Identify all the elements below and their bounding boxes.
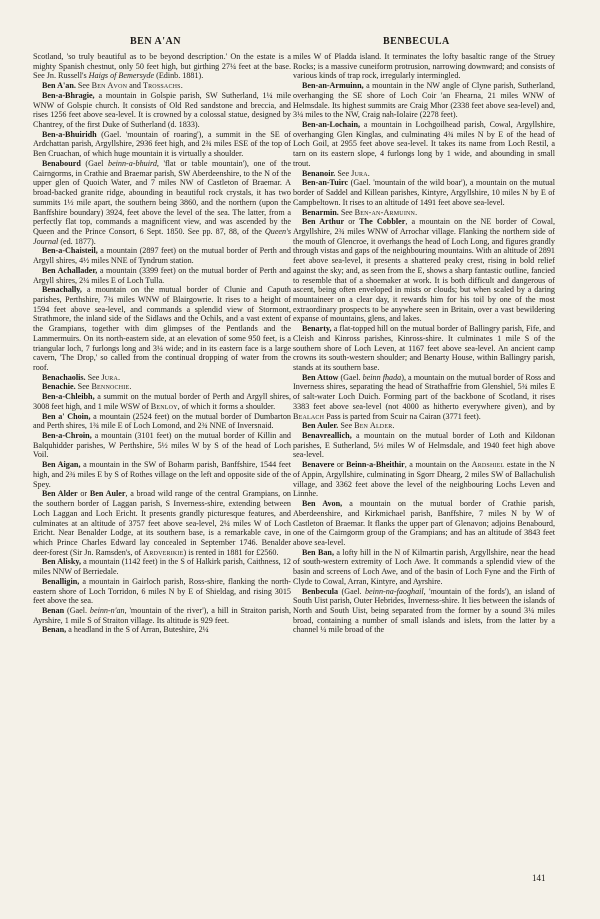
entry-headword: Ben Alder <box>42 489 78 499</box>
entry-text: Benloy <box>150 401 178 411</box>
entry-text: , of which it forms a shoulder. <box>177 401 276 411</box>
left-column <box>33 52 291 635</box>
entry-text: Jura <box>351 168 368 178</box>
entry-text: (ed. 1877). <box>58 236 96 246</box>
entry-headword: Ben-an-Lochain, <box>302 120 361 130</box>
entry-text: a mountain (2897 feet) on the mutual border of Perth and Argyll shires, 4½ miles NNE of Tyndrum station. <box>33 246 291 266</box>
entry-text: and <box>127 81 143 91</box>
entry-text: . <box>367 168 370 178</box>
gazetteer-entry <box>33 382 291 392</box>
gazetteer-entry <box>33 489 291 557</box>
gazetteer-entry <box>293 324 555 373</box>
right-column <box>293 52 555 635</box>
entry-text: (Gael <box>80 158 108 168</box>
gazetteer-entry <box>293 587 555 636</box>
entry-text: See <box>85 372 102 382</box>
entry-text: Ben-an-Armuinn <box>354 207 416 217</box>
entry-text: Queen's Journal <box>33 226 291 246</box>
entry-text: See <box>75 81 92 91</box>
entry-text: . <box>415 207 418 217</box>
entry-headword: Ben-an-Tuirc <box>302 178 349 188</box>
entry-headword: Benarty, <box>302 324 332 334</box>
gazetteer-entry <box>33 460 291 489</box>
entry-headword: Benavere <box>302 460 335 470</box>
entry-text: a mountain in Lochgoilhead parish, Cowal, Argyllshire, overhanging Glen Kinglas, and culminating 4¾ miles N by E of the head of Loch Goil, at 2955 feet above sea-level. It takes its name from Loch Restil, a tarn on its eastern slope, 4 furlongs long by 1 wide, and abounding in small trout. <box>293 120 555 168</box>
running-head-right: BENBECULA <box>383 36 450 47</box>
gazetteer-entry <box>33 285 291 372</box>
entry-headword: Ben-a-Chroin, <box>42 431 92 441</box>
entry-text: (Gael. <box>338 586 365 596</box>
entry-headword: Ben Attow <box>302 372 339 382</box>
entry-text: (Edinb. 1881). <box>154 71 204 81</box>
entry-text: The Cobbler <box>359 217 406 227</box>
gazetteer-entry <box>293 421 555 431</box>
entry-text: Trossachs <box>142 81 181 91</box>
entry-text: , a broad wild range of the central Grampians, on the southern border of Laggan parish, S Inverness-shire, extending between Loch Laggan and Loch Ericht. It presents grandly picturesque features, and culminates at an altitude of 3757 feet above sea-level, 2¼ miles W of Loch Ericht. Near Benalder Lodge, at its southern base, is a remarkable cave, in which Prince Charles Edward lay concealed in September 1746. Benalder deer-forest (Sir Jn. Ramsden's, of <box>33 489 291 557</box>
entry-headword: Ben A'an. <box>42 81 76 91</box>
entry-text: (Gael. <box>338 372 363 382</box>
entry-text: See <box>338 421 355 431</box>
entry-text: Scotland, 'so truly beautiful as to be beyond description.' On the estate is a mighty Spanish chestnut, only 50 feet high, but girthing 27¼ feet at the base. See Jn. Russell's <box>33 52 291 81</box>
entry-headword: Ben-an-Armuinn, <box>302 81 364 91</box>
gazetteer-entry <box>33 606 291 625</box>
entry-headword: Benarmin. <box>302 207 339 217</box>
gazetteer-entry <box>293 120 555 169</box>
gazetteer-entry <box>293 373 555 422</box>
entry-text: (Gael. 'mountain of the wild boar'), a mountain on the mutual border of Saddel and Killean parishes, Kintyre, Argyllshire, 10 miles N by E of Campbeltown. It rises to an altitude of 1491 feet above sea-level. <box>293 178 555 207</box>
entry-text: . <box>118 372 121 382</box>
entry-text: or <box>77 489 90 499</box>
entry-text: , a mountain on the NE border of Cowal, Argyllshire, 2¾ miles WNW of Arrochar village. Flanking the northern side of the mouth of Glencroe, it overhangs the head of Loch Long, and figures grandly through vistas and gaps of the neighbouring mountains. With an altitude of 2891 feet above sea-level, it presents a shattered peaky crest, rising in bold relief against the sky; and, as seen from the E, shows a sharp fantastic outline, fancied to resemble that of a shoemaker at work. It is both difficult and dangerous of ascent, being often enveloped in mists or clouds; but when scaled by a daring mountaineer on a clear day, it rewards him for his toil by one of the most extraordinary prospects to be anywhere seen in Britain, over a vast bewildering expanse of mountains, glens, and lakes. <box>293 217 555 324</box>
gazetteer-entry <box>33 266 291 285</box>
entry-headword: Ben Avon, <box>302 499 343 509</box>
gazetteer-entry <box>293 460 555 499</box>
entry-text: a mountain in the SW of Boharm parish, Banffshire, 1544 feet high, and 2¾ miles E by S of Rothes village on the left and opposite side of the Spey. <box>33 460 291 489</box>
entry-text: a lofty hill in the N of Kilmartin parish, Argyllshire, near the head of south-western extremity of Loch Awe. It commands a splendid view of the basin and screens of Loch Awe, and of the basin of Loch Fyne and the Firth of Clyde to Cowal, Arran, Kintyre, and Ayrshire. <box>293 547 555 586</box>
entry-text: . <box>129 382 132 392</box>
entry-text: Ardshiel <box>471 460 505 470</box>
entry-text: estate in the N of Appin, Argyllshire, culminating in Sgorr Dhearg, 2 miles SW of Ballachulish village, and 3362 feet above the level of the neighbouring Lochs Leven and Linnhe. <box>293 460 555 499</box>
gazetteer-entry <box>293 208 555 218</box>
entry-text: a mountain on the mutual border of Clunie and Caputh parishes, Perthshire, 7¾ miles WNW of Blairgowrie. It rises to a height of 1594 feet above sea-level, and commands a splendid view of Stormont, Strathmore, the inland side of the Sidlaws and the Ochils, and a vast extent of the Grampians, together with dim glimpses of the Pentlands and the Lammermuirs. On its north-eastern side, at an elevation of some 950 feet, is a triangular loch, 7 furlongs long and 3¼ wide; and in its eastern face is a large cavern, 'The Drop,' so called from the continual dropping of water from the roof. <box>33 285 291 372</box>
entry-text: a summit on the mutual border of Perth and Argyll shires, 3008 feet high, and 1 mile WSW of <box>33 392 291 411</box>
entry-text: ) is rented in 1881 for £2560. <box>183 547 279 557</box>
gazetteer-entry <box>293 169 555 179</box>
entry-text: a mountain (1142 feet) in the S of Halkirk parish, Caithness, 12 miles NNW of Berriedale. <box>33 557 291 577</box>
entry-text: beinn-a-bhuird <box>108 158 157 168</box>
entry-text: ), a mountain on the mutual border of Ross and Inverness shires, separating the head of Strathaffrie from Glenshiel, 5¾ miles E of salt-water Loch Duich. Forming part of the backbone of Scotland, it rises 3383 feet above sea-level (not 4000 as hitherto everywhere given), and by <box>293 372 556 411</box>
gazetteer-entry <box>33 159 291 246</box>
entry-headword: Benbecula <box>302 586 339 596</box>
entry-headword: Benan, <box>42 625 67 635</box>
entry-text: . <box>180 81 183 91</box>
entry-headword: Benabourd <box>42 158 81 168</box>
entry-headword: Ben Arthur <box>302 217 345 227</box>
entry-text: or <box>334 460 347 470</box>
entry-text: , 'mountain of the fords'), an island of South Uist parish, Outer Hebrides, Inverness-shire. It lies between the islands of North and South Uist, being separated from the former by a sound 3¼ miles broad, containing a number of small islands and islets, from the latter by a channel ¼ mile broad of the <box>293 586 556 635</box>
entry-headword: Benachaolis. <box>42 372 86 382</box>
gazetteer-entry <box>293 217 555 324</box>
entry-headword: Ben a' Choin, <box>42 411 91 421</box>
page-number: 141 <box>532 873 546 883</box>
entry-text: See <box>75 382 92 392</box>
entry-text: Ben Alder <box>354 421 393 431</box>
entry-text: . <box>392 421 395 431</box>
gazetteer-entry <box>293 431 555 460</box>
gazetteer-entry <box>293 52 555 81</box>
entry-text: a mountain on the mutual border of Loth and Kildonan parishes, E Sutherland, 5½ miles W of Helmsdale, and 1940 feet high above sea-level. <box>293 431 555 460</box>
entry-text: Bennochie <box>91 382 130 392</box>
entry-text: Ardverikie <box>143 547 184 557</box>
entry-text: , a mountain on the <box>404 460 472 470</box>
entry-text: , 'flat or table mountain'), one of the Cairngorms, in Crathie and Braemar parish, SW Aberdeenshire, to the N of the upper glen of Quoich Water, and 7 miles NW of Castleton of Braemar. A broad-backed granite ridge, abounding in beautiful rock crystals, it has two summits 1½ mile apart, the southern being 3860, and the northern (upon the Banffshire boundary) 3924, feet above the level of the sea. The latter, from a perfectly flat top, commands a magnificent view, and was ascended by the Queen and the Prince Consort, 6 Sept. 1850. See pp. 87, 88, of the <box>33 158 291 236</box>
entry-text: Ben Auler <box>89 489 126 499</box>
entry-text: Bealach <box>293 411 325 421</box>
gazetteer-entry <box>33 577 291 606</box>
gazetteer-entry <box>33 625 291 635</box>
entry-headword: Ben Alisky, <box>42 557 81 567</box>
gazetteer-entry <box>33 130 291 159</box>
gazetteer-entry <box>33 373 291 383</box>
entry-headword: Ben Aigan, <box>42 460 81 470</box>
entry-text: a mountain (2524 feet) on the mutual border of Dumbarton and Perth shires, 1¾ mile E of Loch Lomond, and 2¾ NNE of Inversnaid. <box>33 411 291 431</box>
entry-text: a headland in the S of Arran, Buteshire, 2¼ <box>66 625 209 635</box>
running-head-left: BEN A'AN <box>130 36 181 47</box>
running-head <box>0 36 600 50</box>
entry-headword: Benachally, <box>42 285 82 295</box>
gazetteer-entry <box>293 81 555 120</box>
entry-text: a mountain in Golspie parish, SW Sutherland, 1¼ mile WNW of Golspie church. It consists of Old Red sandstone and breccia, and rises 1256 feet above sea-level. It is crowned by a colossal statue, designed by Chantrey, of the first Duke of Sutherland (d. 1833). <box>33 90 291 130</box>
gazetteer-entry <box>33 412 291 431</box>
entry-text: Pass is parted from Scuir na Cairan (3771 feet). <box>324 411 481 421</box>
entry-text: Ben Avon <box>91 81 128 91</box>
entry-text: beinn fhada <box>362 372 402 382</box>
entry-text: a mountain (3399 feet) on the mutual border of Perth and Argyll shires, 2¼ miles E of Loch Tulla. <box>33 265 291 285</box>
gazetteer-entry <box>293 499 555 548</box>
entry-headword: Ben-a-Bhragie, <box>42 90 95 100</box>
entry-text: See <box>335 168 352 178</box>
gazetteer-entry <box>33 431 291 460</box>
entry-text: a mountain on the mutual border of Crathie parish, Aberdeenshire, and Kirkmichael parish, Banffshire, 7 miles N by W of Castleton of Braemar. It flanks the upper part of Glenavon; adjoins Benabourd, one of the Cairngorm group of the Grampians; and has an altitude of 3843 feet above sea-level. <box>293 499 555 547</box>
entry-text: Beinn-a-Bheithir <box>346 460 405 470</box>
gazetteer-entry <box>33 52 291 81</box>
entry-text: beinn-n'an <box>89 605 125 615</box>
entry-text: or <box>344 217 360 227</box>
entry-text: See <box>338 207 355 217</box>
entry-text: a flat-topped hill on the mutual border of Ballingry parish, Fife, and Cleish and Kinross parishes, Kinross-shire. It culminates 1 mile S of the southern shore of Loch Leven, at 1167 feet above sea-level. An ancient camp crowns its south-western shoulder; and Benarty House, within Ballingry parish, stands at its southern base. <box>293 324 555 372</box>
entry-headword: Benalligin, <box>42 576 80 586</box>
entry-text: (Gael. 'mountain of roaring'), a summit in the SE of Ardchattan parish, Argyllshire, 2936 feet high, and 2¾ miles ESE of the top of Ben Cruachan, of which huge mountain it is virtually a shoulder. <box>33 129 291 159</box>
entry-headword: Ben Achallader, <box>42 265 98 275</box>
gazetteer-entry <box>33 246 291 265</box>
gazetteer-entry <box>293 178 555 207</box>
gazetteer-entry <box>33 81 291 91</box>
entry-text: a mountain in Gairloch parish, Ross-shire, flanking the north-eastern shore of Loch Torridon, 6 miles N by E of Shieldag, and rising 3015 feet above the sea. <box>33 576 291 606</box>
entry-text: beinn-na-faoghail <box>364 586 424 596</box>
entry-headword: Benanoir. <box>302 168 336 178</box>
entry-text: , 'mountain of the river'), a hill in Straiton parish, Ayrshire, 1 mile S of Straiton village. Its altitude is 929 feet. <box>33 605 291 625</box>
entry-text: Haigs of Bemersyde <box>88 71 155 81</box>
gazetteer-entry <box>293 548 555 587</box>
entry-headword: Benavreallich, <box>302 431 352 441</box>
entry-headword: Ben-a-Chleibh, <box>42 392 95 402</box>
entry-headword: Benan <box>42 605 65 615</box>
entry-text: miles W of Pladda island. It terminates the lofty basaltic range of the Struey Rocks; is a massive cuneiform protrusion, narrowing downward; and consists of various kinds of trap rock, irregularly intermingled. <box>293 52 555 81</box>
entry-text: a mountain in the NW angle of Clyne parish, Sutherland, overhanging the SE shore of Loch Coir 'an Fhearna, 21 miles WNW of Helmsdale. Its highest summits are Craig Mhor (2338 feet above sea-level) and, 3¼ miles to the NW, Craig nah-Iolaire (2278 feet). <box>293 81 555 120</box>
entry-text: a mountain (3101 feet) on the mutual border of Killin and Balquhidder parishes, W Perthshire, 5½ miles W by S of the head of Loch Voil. <box>33 431 291 460</box>
entry-headword: Benachie. <box>42 382 76 392</box>
entry-text: (Gael. <box>64 605 90 615</box>
entry-text: Jura <box>101 372 119 382</box>
entry-headword: Ben Ban, <box>302 547 334 557</box>
entry-headword: Ben-a-Chaisteil, <box>42 246 98 256</box>
gazetteer-entry <box>33 91 291 130</box>
gazetteer-entry <box>33 557 291 576</box>
entry-headword: Ben-a-Bhuiridh <box>42 129 97 139</box>
entry-headword: Ben Auler. <box>302 421 339 431</box>
gazetteer-entry <box>33 392 291 411</box>
